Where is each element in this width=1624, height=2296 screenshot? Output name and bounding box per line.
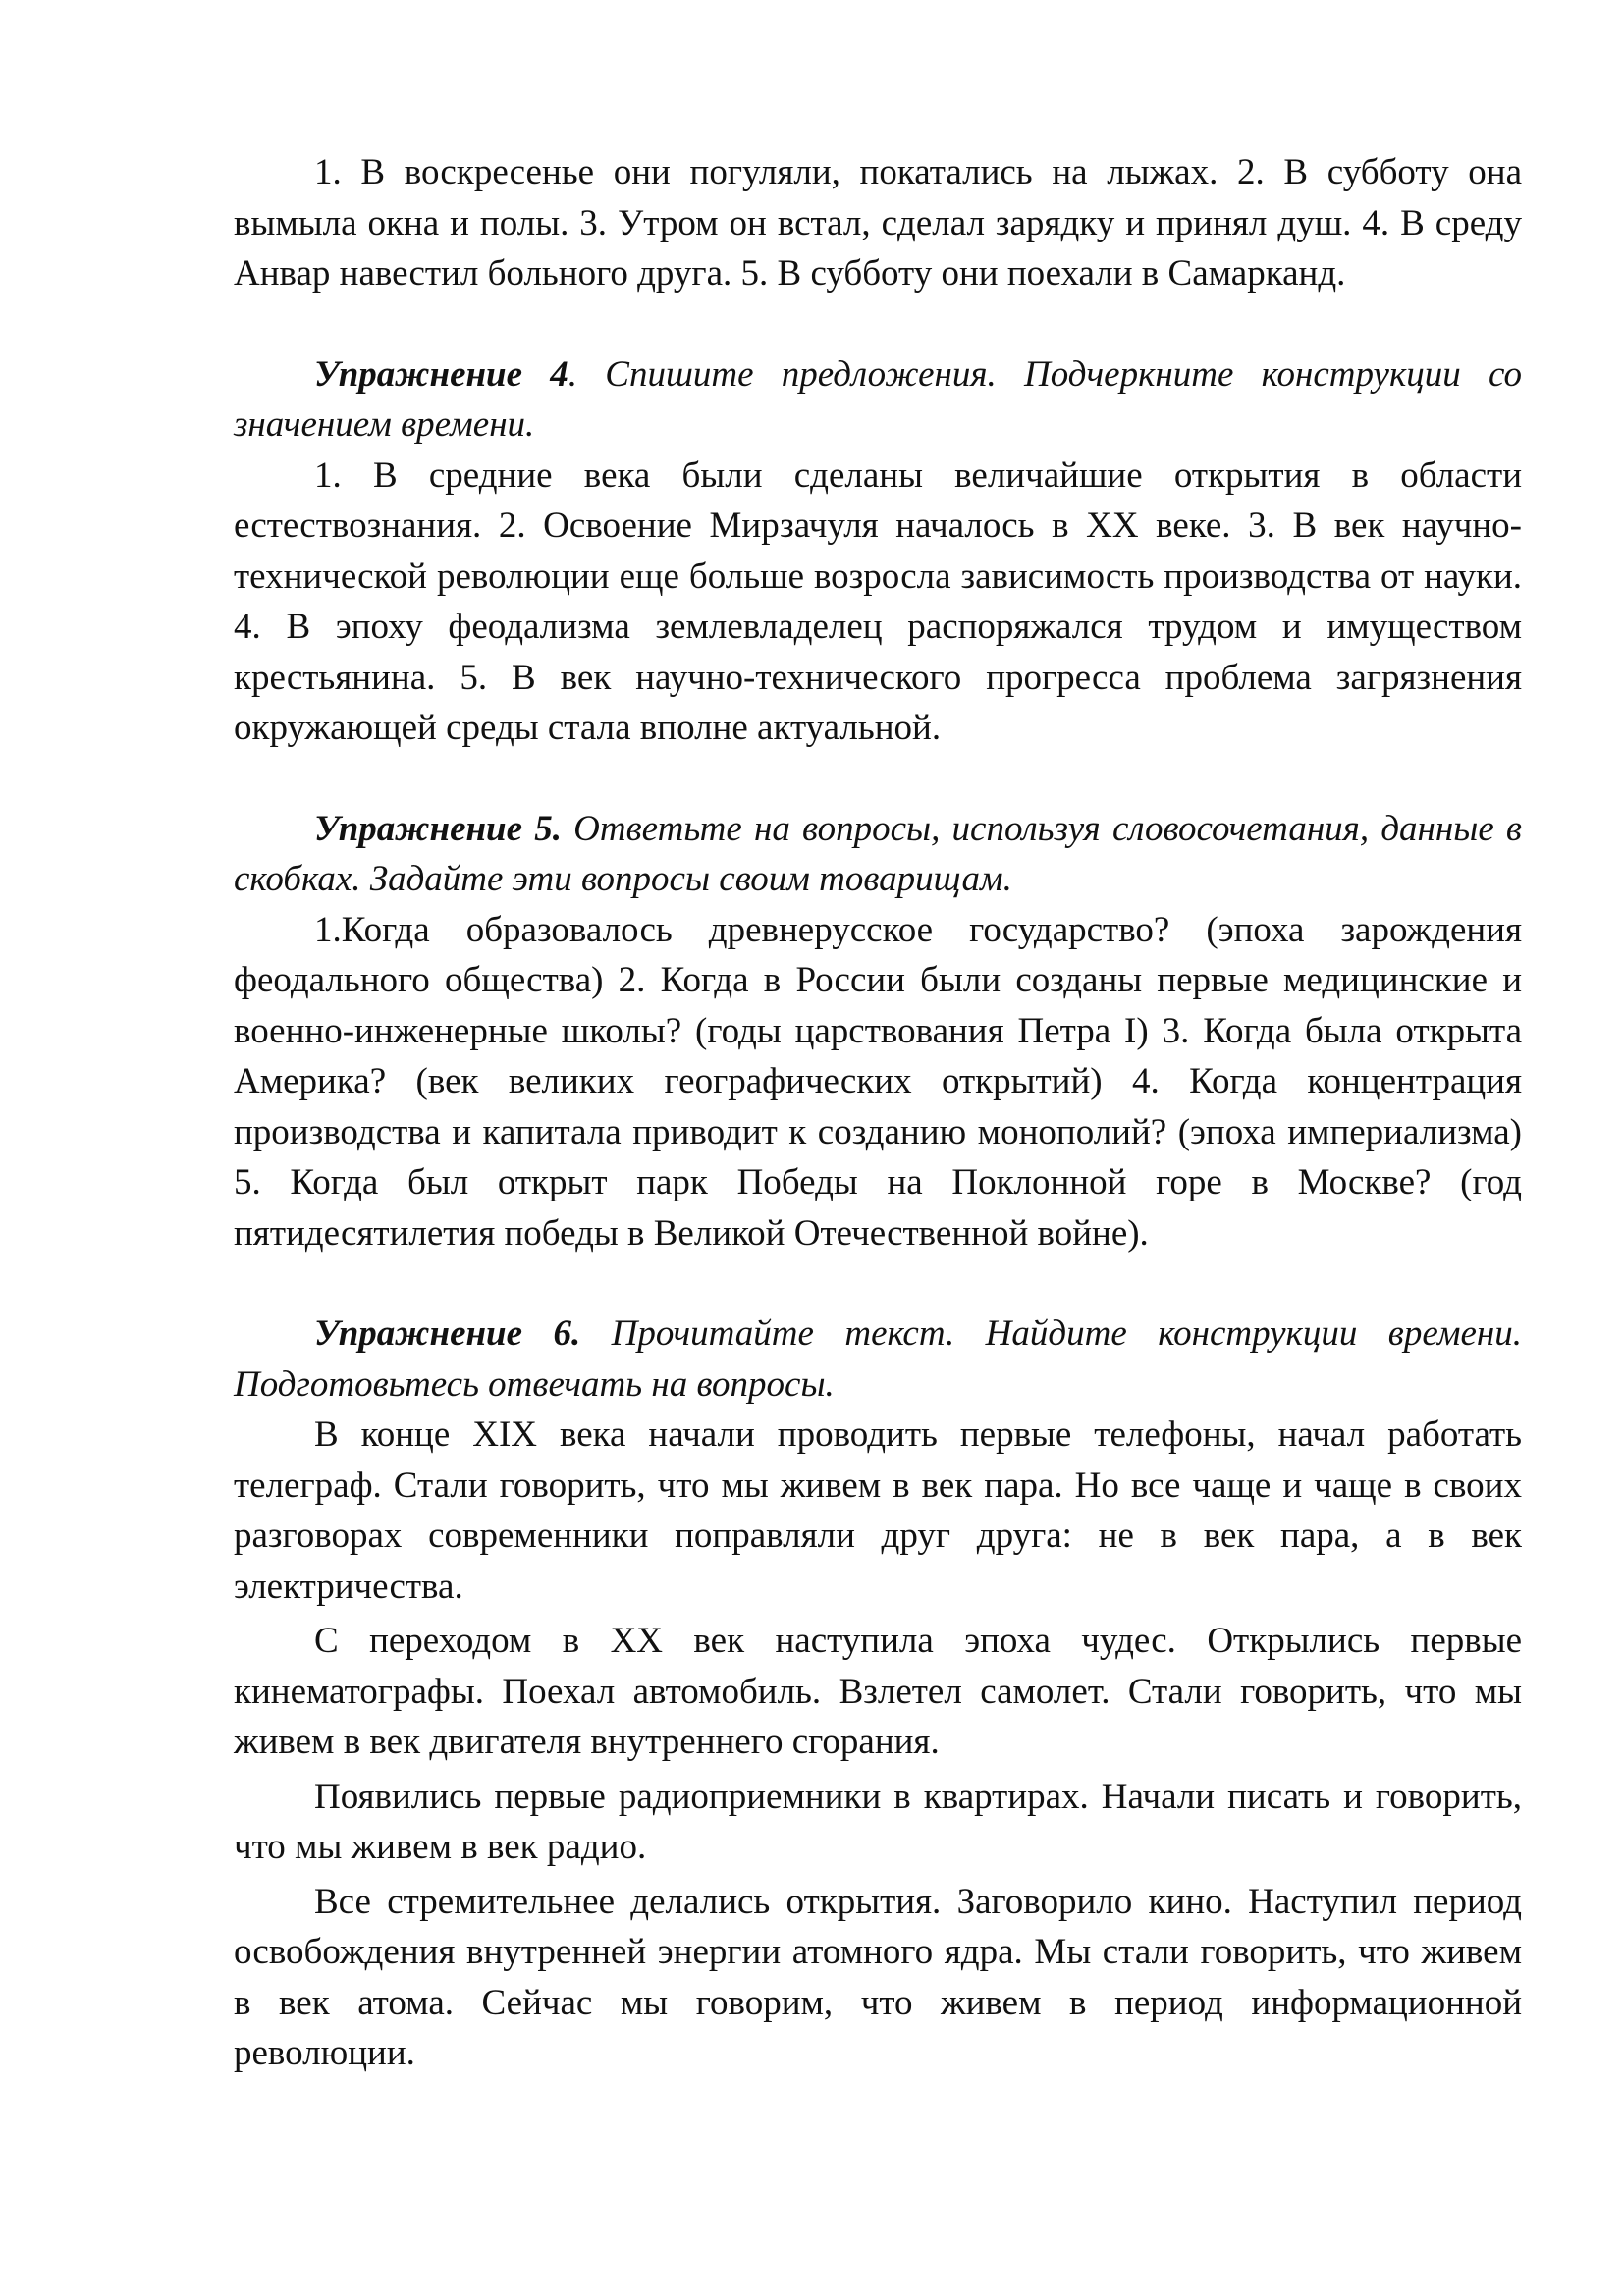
exercise-6-label: Упражнение 6. — [314, 1313, 581, 1354]
exercise-4-label: Упражнение 4 — [314, 353, 568, 395]
exercise-4-heading — [234, 349, 1522, 451]
exercise-5-text: 1.Когда образовалось древнерусское государство? (эпоха зарождения феодального общества) 2. Когда в России были созданы первые медицинские и военно-инженерные школы? (годы царствования Петра I) 3. Когда была открыта Америка? (век великих географических открытий) 4. Когда концентрация производства и капитала приводит к созданию монополий? (эпоха империализма) 5. Когда был открыт парк Победы на Поклонной горе в Москве? (год пятидесятилетия победы в Великой Отечественной войне). — [234, 909, 1522, 1254]
exercise-4-instruction: . Спишите предложения. Подчеркните конструкции со значением времени. — [234, 353, 1522, 445]
exercise-5-instruction: Ответьте на вопросы, используя словосочетания, данные в скобках. Задайте эти вопросы своим товарищам. — [234, 808, 1522, 899]
section-gap — [234, 754, 1522, 804]
exercise-6-paragraph: Появились первые радиоприемники в квартирах. Начали писать и говорить, что мы живем в век радио. — [234, 1776, 1522, 1867]
intro-paragraph: 1. В воскресенье они погуляли, покатались на лыжах. 2. В субботу она вымыла окна и полы. 3. Утром он встал, сделал зарядку и принял душ. 4. В среду Анвар навестил больного друга. 5. В субботу они поехали в Самарканд. — [234, 152, 1522, 294]
exercise-6-instruction: Прочитайте текст. Найдите конструкции времени. Подготовьтесь отвечать на вопросы. — [234, 1313, 1522, 1405]
section-gap — [234, 299, 1522, 349]
exercise-5-label: Упражнение 5. — [314, 808, 562, 849]
exercise-6-heading — [234, 1308, 1522, 1410]
exercise-5-heading — [234, 804, 1522, 905]
exercise-6-paragraph: Все стремительнее делались открытия. Заговорило кино. Наступил период освобождения внутренней энергии атомного ядра. Мы стали говорить, что живем в век атома. Сейчас мы говорим, что живем в период информационной революции. — [234, 1881, 1522, 2073]
section-gap — [234, 1258, 1522, 1308]
document-page — [234, 147, 1522, 2079]
exercise-6-paragraph: В конце XIX века начали проводить первые телефоны, начал работать телеграф. Стали говорить, что мы живем в век пара. Но все чаще и чаще в своих разговорах современники поправляли друг друга: не в век пара, а в век электричества. — [234, 1415, 1522, 1607]
exercise-6-paragraph: С переходом в XX век наступила эпоха чудес. Открылись первые кинематографы. Поехал автомобиль. Взлетел самолет. Стали говорить, что мы живем в век двигателя внутреннего сгорания. — [234, 1621, 1522, 1762]
exercise-4-text: 1. В средние века были сделаны величайшие открытия в области естествознания. 2. Освоение Мирзачуля началось в XX веке. 3. В век научно-технической революции еще больше возросла зависимость производства от науки. 4. В эпоху феодализма землевладелец распоряжался трудом и имуществом крестьянина. 5. В век научно-технического прогресса проблема загрязнения окружающей среды стала вполне актуальной. — [234, 454, 1522, 748]
